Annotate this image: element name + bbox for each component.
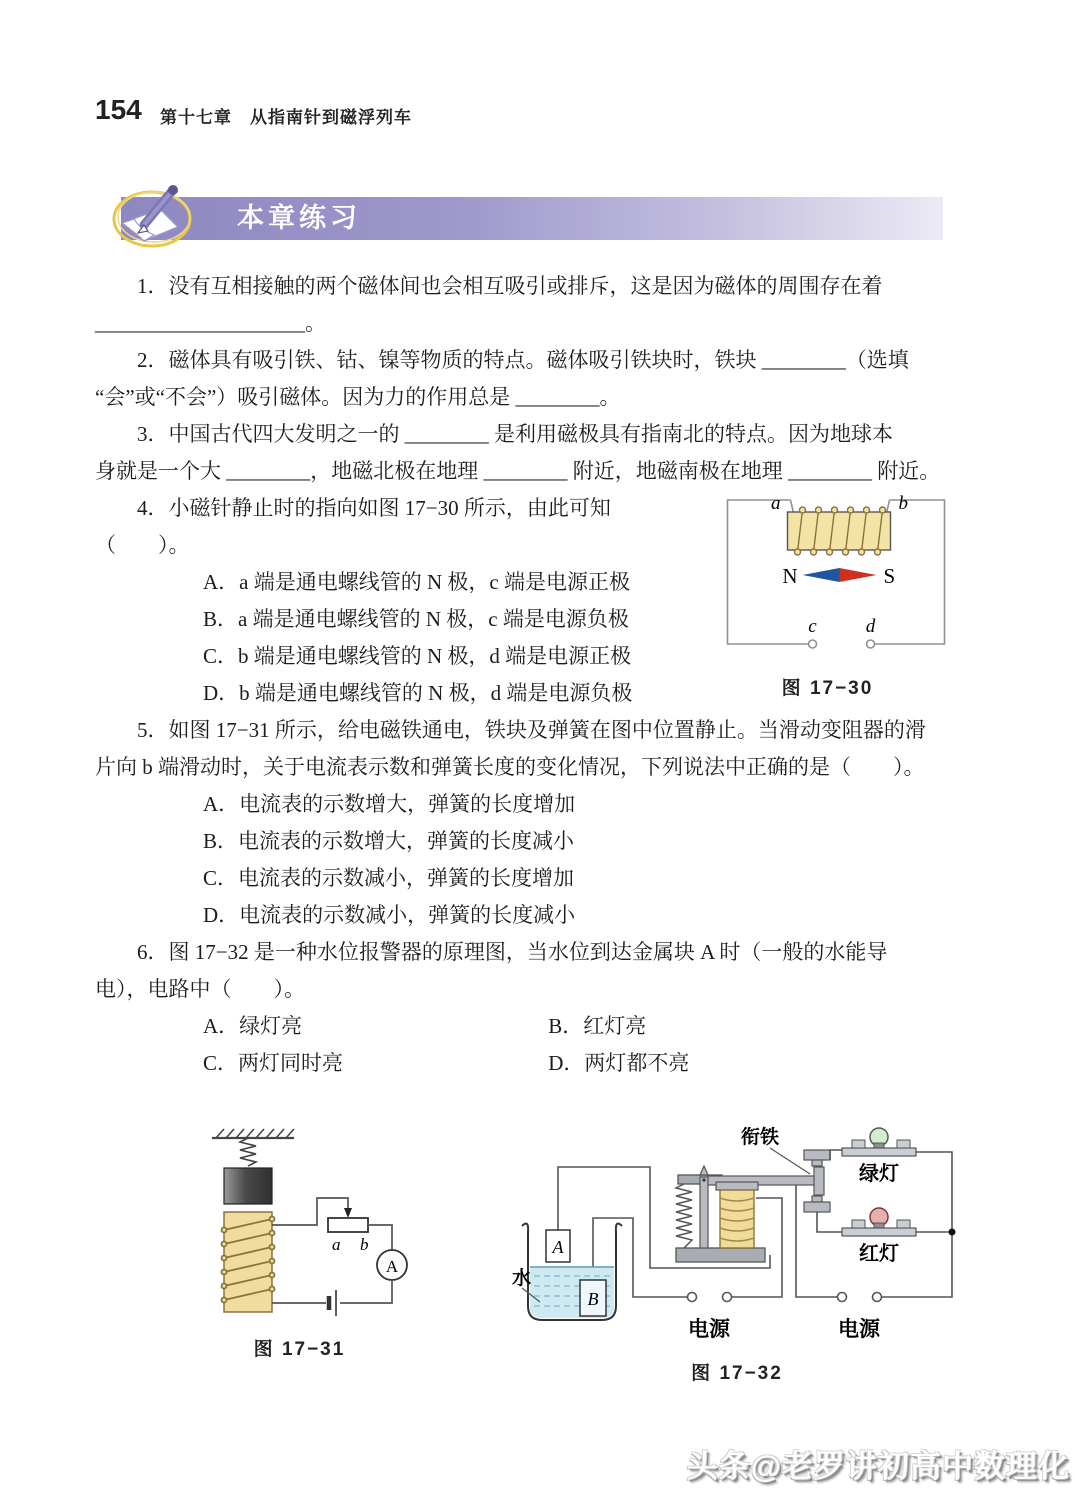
chapter-title: 第十七章 从指南针到磁浮列车 <box>160 108 412 127</box>
figure-caption: 图 17−32 <box>691 1363 783 1384</box>
spring-icon <box>240 1138 256 1166</box>
question-5 <box>95 712 977 934</box>
option-a: A．绿灯亮 <box>203 1014 303 1038</box>
option-a: A．电流表的示数增大，弹簧的长度增加 <box>203 792 576 816</box>
wire <box>817 1212 842 1232</box>
figure-17-31 <box>182 1108 417 1361</box>
pencil-icon <box>110 179 196 253</box>
ammeter-label: A <box>385 1257 399 1276</box>
relay-base <box>676 1248 765 1262</box>
exercise-banner <box>121 197 943 240</box>
armature-label: 衔铁 <box>740 1127 780 1148</box>
figure-caption: 图 17−31 <box>253 1339 346 1360</box>
question-line: 2．磁体具有吸引铁、钴、镍等物质的特点。磁体吸引铁块时，铁块 ________（选填 <box>137 348 909 372</box>
block-a-label: A <box>552 1237 564 1257</box>
green-lamp-label: 绿灯 <box>859 1163 899 1185</box>
question-line: 5．如图 17−31 所示，给电磁铁通电，铁块及弹簧在图中位置静止。当滑动变阻器的滑 <box>137 718 926 742</box>
beaker <box>522 1224 622 1320</box>
contact-upper <box>804 1150 830 1160</box>
relay <box>676 1150 830 1262</box>
label-a: a <box>771 493 781 514</box>
relay-coil <box>716 1182 758 1248</box>
solenoid-coil <box>788 507 891 555</box>
red-lamp-label: 红灯 <box>859 1243 899 1265</box>
option-c: C．电流表的示数减小，弹簧的长度增加 <box>203 866 575 890</box>
label-b: b <box>360 1235 369 1254</box>
junction-dot <box>949 1229 956 1236</box>
label-s-pole: S <box>883 564 896 588</box>
question-line: （ ）。 <box>95 533 190 557</box>
option-c: C．两灯同时亮 <box>203 1051 344 1075</box>
option-a: A．a 端是通电螺线管的 N 极，c 端是电源正极 <box>203 570 630 594</box>
battery-icon <box>329 1290 336 1316</box>
pivot-pin <box>700 1166 708 1175</box>
figure-17-30 <box>700 492 955 707</box>
option-d: D．两灯都不亮 <box>548 1051 690 1075</box>
option-d: D．电流表的示数减小，弹簧的长度减小 <box>203 903 576 927</box>
power-right-label: 电源 <box>838 1318 880 1341</box>
electromagnet-coil <box>222 1212 275 1312</box>
question-3 <box>95 416 977 490</box>
question-line: 电），电路中（ ）。 <box>95 977 305 1001</box>
question-line: 6．图 17−32 是一种水位报警器的原理图，当水位到达金属块 A 时（一般的水能导 <box>137 940 888 964</box>
question-line: 片向 b 端滑动时，关于电流表示数和弹簧长度的变化情况，下列说法中正确的是（ ）。 <box>95 755 925 779</box>
exercise-content <box>95 268 977 1082</box>
slider-arrow <box>344 1208 352 1218</box>
armature-contact <box>814 1167 824 1195</box>
contact-lower <box>804 1202 830 1212</box>
option-b: B．a 端是通电螺线管的 N 极，c 端是电源负极 <box>203 607 629 631</box>
electromagnet-circuit-diagram <box>182 1108 417 1323</box>
rheostat <box>328 1218 368 1232</box>
figure-17-32 <box>512 1112 962 1385</box>
relay-post <box>700 1177 708 1248</box>
page-number: 154 <box>95 94 142 125</box>
option-d: D．b 端是通电螺线管的 N 极，d 端是电源负极 <box>203 681 633 705</box>
option-c: C．b 端是通电螺线管的 N 极，d 端是电源正极 <box>203 644 632 668</box>
question-6 <box>95 934 977 1082</box>
banner-title: 本章练习 <box>237 203 361 233</box>
solenoid-circuit-diagram <box>700 492 955 652</box>
wire <box>368 1225 392 1250</box>
iron-block <box>224 1168 272 1204</box>
question-line: “会”或“不会”）吸引磁体。因为力的作用总是 ________。 <box>95 385 621 409</box>
label-n-pole: N <box>782 564 798 588</box>
options-row <box>95 1008 977 1045</box>
options-row <box>95 1045 977 1082</box>
relay-spring <box>676 1184 692 1248</box>
wire <box>830 1150 842 1160</box>
compass-needle <box>803 568 877 582</box>
option-b: B．电流表的示数增大，弹簧的长度减小 <box>203 829 575 853</box>
question-2 <box>95 342 977 416</box>
water-label: 水 <box>512 1268 532 1289</box>
power-terminals-left <box>688 1293 732 1302</box>
ceiling-hatch <box>212 1129 294 1138</box>
label-c: c <box>808 616 817 637</box>
label-b: b <box>898 493 908 514</box>
question-line: 身就是一个大 ________，地磁北极在地理 ________ 附近，地磁南极在地理 ________ 附近。 <box>95 459 941 483</box>
label-d: d <box>865 616 876 637</box>
terminal-d <box>867 640 875 648</box>
question-line: 1．没有互相接触的两个磁体间也会相互吸引或排斥，这是因为磁体的周围存在着 <box>137 274 883 298</box>
power-terminals-right <box>838 1293 882 1302</box>
power-left-label: 电源 <box>688 1318 730 1341</box>
water-level-alarm-diagram <box>512 1112 962 1347</box>
figure-caption: 图 17−30 <box>781 678 874 699</box>
terminal-c <box>809 640 817 648</box>
wire <box>340 1280 392 1303</box>
fill-blank-line: ____________________。 <box>95 311 326 335</box>
question-1 <box>95 268 977 342</box>
red-lamp-icon <box>842 1208 916 1236</box>
green-lamp-icon <box>842 1128 916 1156</box>
question-line: 3．中国古代四大发明之一的 ________ 是利用磁极具有指南北的特点。因为地球本 <box>137 422 893 446</box>
option-b: B．红灯亮 <box>548 1014 647 1038</box>
question-line: 4．小磁针静止时的指向如图 17−30 所示，由此可知 <box>137 496 611 520</box>
label-a: a <box>332 1235 341 1254</box>
watermark: 头条@老罗讲初高中数理化 <box>686 1449 1070 1484</box>
block-b-label: B <box>587 1289 599 1309</box>
